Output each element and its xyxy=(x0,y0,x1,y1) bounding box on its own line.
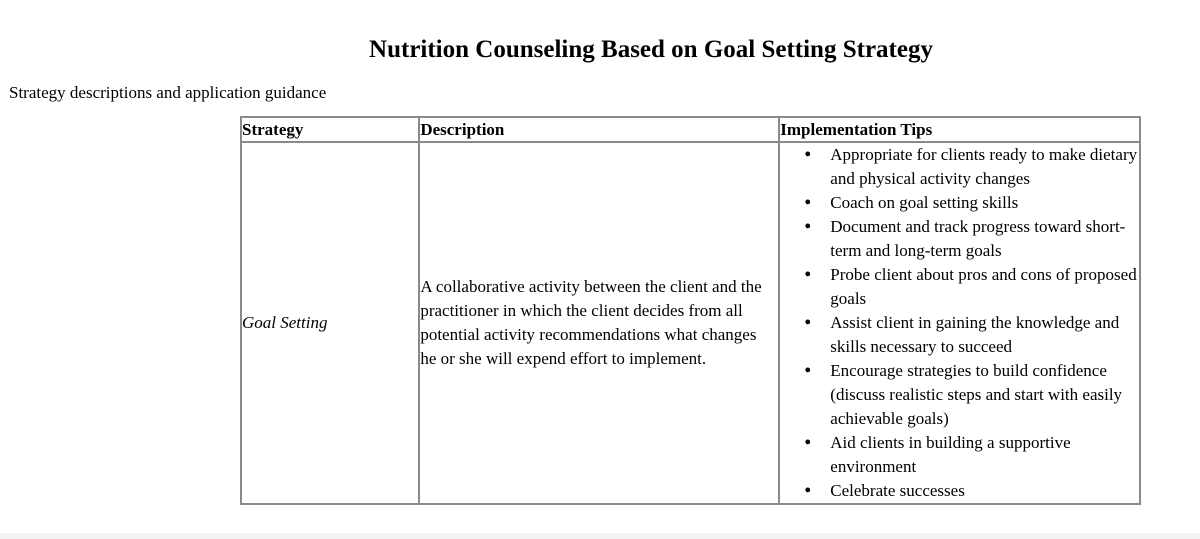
page-title: Nutrition Counseling Based on Goal Setting Strategy xyxy=(369,36,933,63)
column-header-strategy: Strategy xyxy=(241,117,419,142)
tip-item: • Assist client in gaining the knowledge and skills necessary to succeed xyxy=(830,311,1139,359)
tip-item: • Appropriate for clients ready to make dietary and physical activity changes xyxy=(830,143,1139,191)
tip-item: • Coach on goal setting skills xyxy=(830,191,1139,215)
tip-item: • Document and track progress toward short-term and long-term goals xyxy=(830,215,1139,263)
page-subtitle: Strategy descriptions and application guidance xyxy=(9,83,327,102)
tip-item: • Aid clients in building a supportive environment xyxy=(830,431,1139,479)
strategy-cell: Goal Setting xyxy=(241,142,419,504)
implementation-tips-cell xyxy=(779,142,1140,504)
tip-item: • Encourage strategies to build confidence (discuss realistic steps and start with easily achievable goals) xyxy=(830,359,1139,431)
column-header-implementation-tips: Implementation Tips xyxy=(779,117,1140,142)
page-bottom-strip xyxy=(0,533,1200,539)
tip-item: • Probe client about pros and cons of proposed goals xyxy=(830,263,1139,311)
strategy-table xyxy=(240,116,1141,505)
table-row xyxy=(241,142,1140,504)
column-header-description: Description xyxy=(419,117,779,142)
description-text: A collaborative activity between the client and the practitioner in which the client decides from all potential activity recommendations what changes he or she will expend effort to implement. xyxy=(420,277,762,368)
tip-item: • Celebrate successes xyxy=(830,479,1139,503)
implementation-tips-list xyxy=(780,143,1139,503)
description-cell xyxy=(419,142,779,504)
table-header-row xyxy=(241,117,1140,142)
